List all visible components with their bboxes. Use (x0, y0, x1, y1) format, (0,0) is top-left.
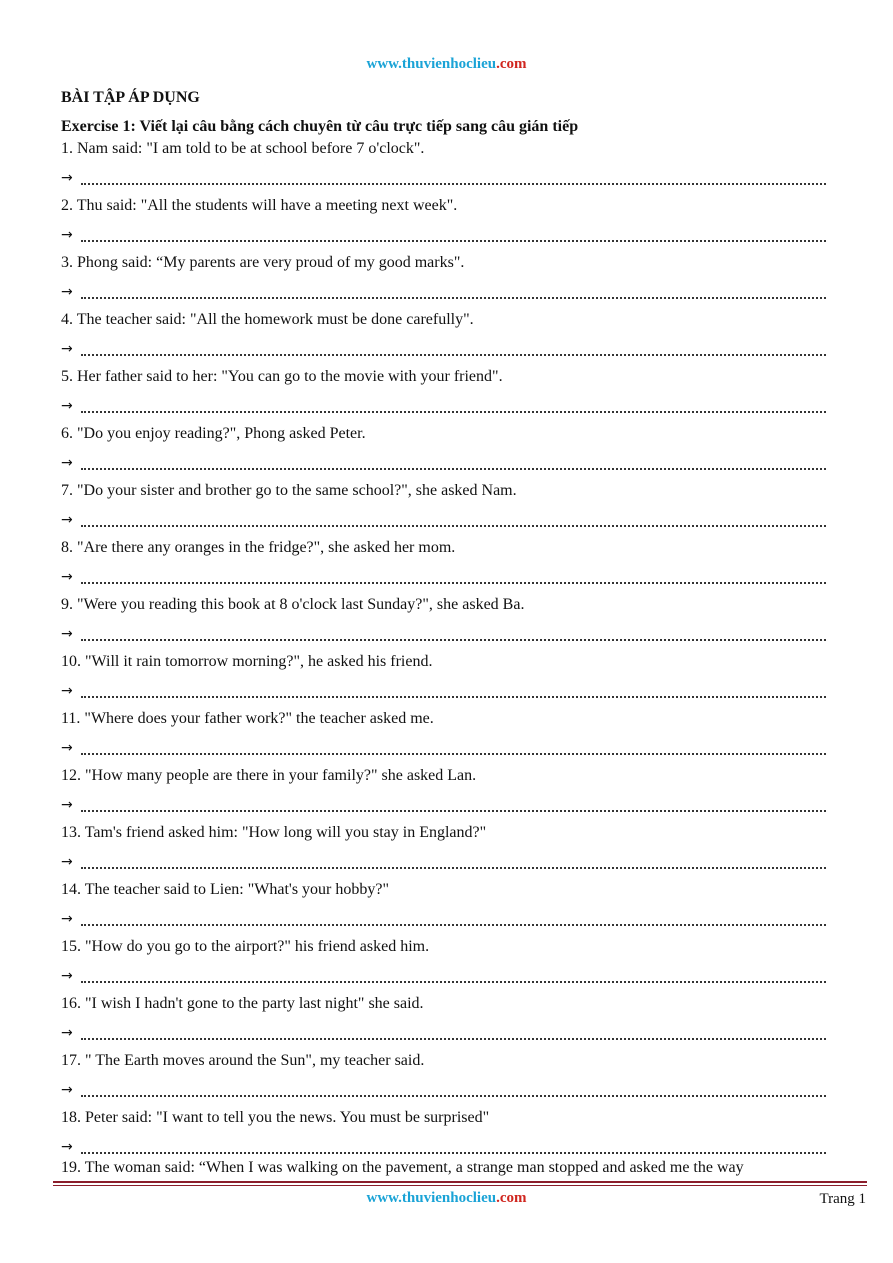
answer-line[interactable] (61, 966, 826, 986)
exercise-item (61, 1108, 826, 1165)
question-text: 14. The teacher said to Lien: "What's your hobby?" (61, 881, 389, 898)
answer-blank[interactable] (81, 568, 826, 584)
question-text: 16. "I wish I hadn't gone to the party last night" she said. (61, 995, 424, 1012)
arrow-right-icon: → (61, 569, 73, 585)
exercise-item (61, 994, 826, 1051)
answer-blank[interactable] (81, 340, 826, 356)
exercise-item (61, 424, 826, 481)
answer-line[interactable] (61, 1137, 826, 1157)
question-text: 8. "Are there any oranges in the fridge?", she asked her mom. (61, 539, 456, 556)
question-text: 11. "Where does your father work?" the teacher asked me. (61, 710, 434, 727)
question-text: 7. "Do your sister and brother go to the same school?", she asked Nam. (61, 482, 517, 499)
answer-blank[interactable] (81, 226, 826, 242)
footer-site-link[interactable] (0, 1190, 893, 1207)
question-text: 13. Tam's friend asked him: "How long will you stay in England?" (61, 824, 487, 841)
answer-line[interactable] (61, 453, 826, 473)
answer-line[interactable] (61, 225, 826, 245)
answer-line[interactable] (61, 624, 826, 644)
question-text: 1. Nam said: "I am told to be at school before 7 o'clock". (61, 140, 425, 157)
arrow-right-icon: → (61, 455, 73, 471)
arrow-right-icon: → (61, 1025, 73, 1041)
answer-line[interactable] (61, 510, 826, 530)
exercise-item (61, 766, 826, 823)
answer-blank[interactable] (81, 796, 826, 812)
answer-blank[interactable] (81, 397, 826, 413)
answer-line[interactable] (61, 396, 826, 416)
question-text: 12. "How many people are there in your family?" she asked Lan. (61, 767, 477, 784)
page-number: Trang 1 (819, 1191, 866, 1207)
arrow-right-icon: → (61, 683, 73, 699)
footer-divider (53, 1181, 867, 1186)
answer-blank[interactable] (81, 511, 826, 527)
arrow-right-icon: → (61, 1082, 73, 1098)
answer-line[interactable] (61, 852, 826, 872)
answer-line[interactable] (61, 909, 826, 929)
exercise-item (61, 139, 826, 196)
answer-blank[interactable] (81, 625, 826, 641)
answer-blank[interactable] (81, 454, 826, 470)
answer-blank[interactable] (81, 1138, 826, 1154)
arrow-right-icon: → (61, 797, 73, 813)
footer-site-name-main: www.thuvienhoclieu (366, 1190, 497, 1206)
answer-line[interactable] (61, 282, 826, 302)
answer-blank[interactable] (81, 910, 826, 926)
arrow-right-icon: → (61, 626, 73, 642)
header-site-link[interactable] (0, 56, 893, 73)
question-text: 10. "Will it rain tomorrow morning?", he asked his friend. (61, 653, 433, 670)
arrow-right-icon: → (61, 284, 73, 300)
arrow-right-icon: → (61, 398, 73, 414)
section-title: BÀI TẬP ÁP DỤNG (61, 89, 200, 106)
exercise-item (61, 937, 826, 994)
answer-blank[interactable] (81, 682, 826, 698)
site-name-tld: .com (496, 56, 527, 72)
answer-line[interactable] (61, 168, 826, 188)
question-text: 17. " The Earth moves around the Sun", my teacher said. (61, 1052, 425, 1069)
answer-line[interactable] (61, 795, 826, 815)
exercise-item (61, 538, 826, 595)
exercise-item (61, 310, 826, 367)
arrow-right-icon: → (61, 512, 73, 528)
question-text: 4. The teacher said: "All the homework must be done carefully". (61, 311, 474, 328)
arrow-right-icon: → (61, 740, 73, 756)
arrow-right-icon: → (61, 1139, 73, 1155)
question-text: 3. Phong said: “My parents are very proud of my good marks". (61, 254, 465, 271)
site-name-main: www.thuvienhoclieu (366, 56, 497, 72)
arrow-right-icon: → (61, 968, 73, 984)
arrow-right-icon: → (61, 854, 73, 870)
answer-blank[interactable] (81, 283, 826, 299)
answer-line[interactable] (61, 1080, 826, 1100)
answer-line[interactable] (61, 567, 826, 587)
answer-line[interactable] (61, 1023, 826, 1043)
exercise-item (61, 196, 826, 253)
exercise-item (61, 709, 826, 766)
question-text: 6. "Do you enjoy reading?", Phong asked Peter. (61, 425, 366, 442)
question-19: 19. The woman said: “When I was walking on the pavement, a strange man stopped and asked me the way (61, 1159, 744, 1176)
exercise-item (61, 481, 826, 538)
question-text: 15. "How do you go to the airport?" his friend asked him. (61, 938, 430, 955)
answer-blank[interactable] (81, 1081, 826, 1097)
exercise-item (61, 1051, 826, 1108)
exercise-item (61, 595, 826, 652)
exercise-item (61, 823, 826, 880)
exercise-item (61, 367, 826, 424)
exercise-item (61, 253, 826, 310)
answer-blank[interactable] (81, 853, 826, 869)
footer-site-name-tld: .com (496, 1190, 527, 1206)
answer-line[interactable] (61, 738, 826, 758)
question-text: 2. Thu said: "All the students will have a meeting next week". (61, 197, 458, 214)
answer-line[interactable] (61, 339, 826, 359)
question-text: 9. "Were you reading this book at 8 o'clock last Sunday?", she asked Ba. (61, 596, 525, 613)
question-text: 18. Peter said: "I want to tell you the news. You must be surprised" (61, 1109, 490, 1126)
exercise-item (61, 652, 826, 709)
answer-blank[interactable] (81, 739, 826, 755)
arrow-right-icon: → (61, 170, 73, 186)
answer-blank[interactable] (81, 1024, 826, 1040)
answer-blank[interactable] (81, 967, 826, 983)
exercise-list (61, 139, 826, 1165)
question-text: 5. Her father said to her: "You can go to the movie with your friend". (61, 368, 503, 385)
exercise-item (61, 880, 826, 937)
arrow-right-icon: → (61, 911, 73, 927)
arrow-right-icon: → (61, 341, 73, 357)
answer-blank[interactable] (81, 169, 826, 185)
arrow-right-icon: → (61, 227, 73, 243)
exercise-title: Exercise 1: Viết lại câu bằng cách chuyên từ câu trực tiếp sang câu gián tiếp (61, 118, 579, 135)
answer-line[interactable] (61, 681, 826, 701)
